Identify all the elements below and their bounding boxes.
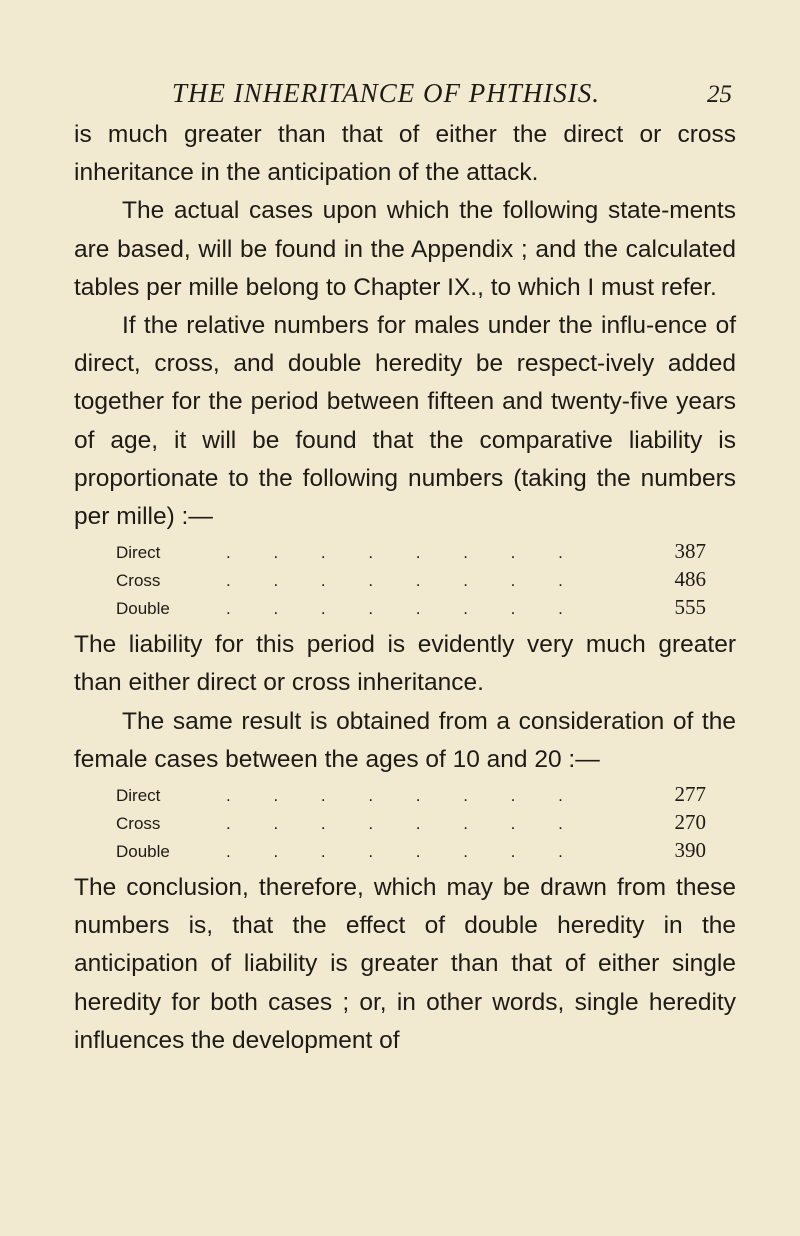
figure-row — [116, 809, 706, 837]
figure-label: Direct — [116, 786, 161, 806]
dot-leader: . . . . . . . . — [226, 842, 582, 862]
running-head — [74, 70, 736, 116]
figure-label: Double — [116, 599, 170, 619]
figure-label: Cross — [116, 814, 161, 834]
figure-label: Double — [116, 842, 170, 862]
figure-value: 555 — [674, 595, 706, 620]
paragraph-females-intro: The same result is obtained from a consideration of the female cases between the ages of 10 and 20 :— — [74, 707, 736, 773]
dot-leader: . . . . . . . . — [226, 599, 582, 619]
paragraph-males-intro: If the relative numbers for males under the influ-ence of direct, cross, and double heredity be respect-ively added together for the period between fifteen and twenty-five years of age, it will be found that the comparative liability is proportionate to the following numbers (taking the numbers per mille) :— — [74, 312, 736, 531]
figure-row — [116, 566, 706, 594]
figure-value: 387 — [674, 539, 706, 564]
dot-leader: . . . . . . . . — [226, 571, 582, 591]
figure-row — [116, 538, 706, 566]
body-text — [74, 116, 736, 1060]
figure-value: 390 — [674, 838, 706, 863]
dot-leader: . . . . . . . . — [226, 786, 582, 806]
paragraph-continuation: is much greater than that of either the direct or cross inheritance in the anticipation of the attack. — [74, 121, 736, 187]
book-page — [74, 70, 736, 1060]
paragraph-males-conclusion: The liability for this period is evidently very much greater than either direct or cross inheritance. — [74, 631, 736, 697]
figure-value: 270 — [674, 810, 706, 835]
figure-value: 486 — [674, 567, 706, 592]
figure-row — [116, 594, 706, 622]
page-number: 25 — [707, 81, 732, 108]
figure-label: Direct — [116, 543, 161, 563]
figure-row — [116, 781, 706, 809]
figure-value: 277 — [674, 782, 706, 807]
dot-leader: . . . . . . . . — [226, 814, 582, 834]
figure-row — [116, 837, 706, 865]
paragraph-final-conclusion: The conclusion, therefore, which may be drawn from these numbers is, that the effect of double heredity in the anticipation of liability is greater than that of either single heredity for both cases ; or, in other words, single heredity influences the development of — [74, 874, 736, 1054]
males-figures-table — [74, 538, 706, 622]
females-figures-table — [74, 781, 706, 865]
figure-label: Cross — [116, 571, 161, 591]
dot-leader: . . . . . . . . — [226, 543, 582, 563]
running-head-title: THE INHERITANCE OF PHTHISIS. — [172, 78, 600, 108]
paragraph-appendix-reference: The actual cases upon which the following state-ments are based, will be found in the Appendix ; and the calculated tables per mille belong to Chapter IX., to which I must refer. — [74, 197, 736, 301]
